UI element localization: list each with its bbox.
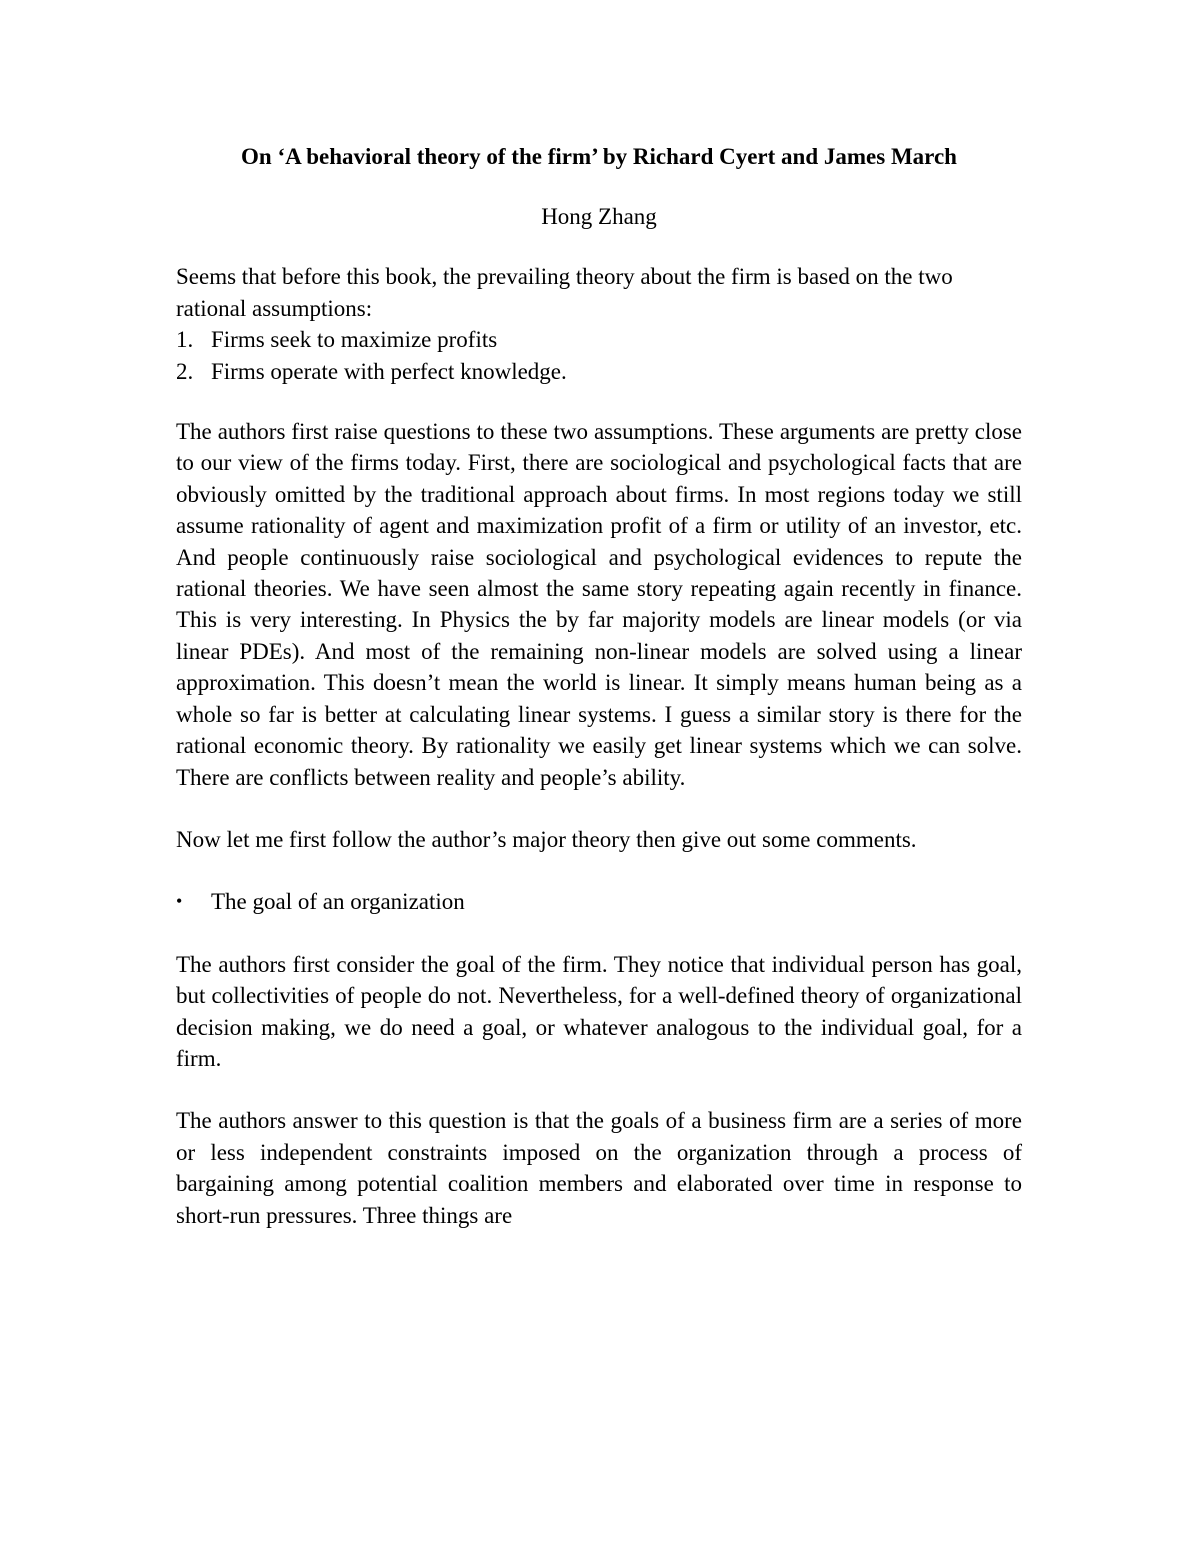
list-item xyxy=(176,356,1022,387)
list-item-text: Firms seek to maximize profits xyxy=(211,327,498,353)
goal-paragraph: The authors first consider the goal of the firm. They notice that individual person has goal, but collectivities of people do not. Nevertheless, for a well-defined theory of organizational decision making, we do need a goal, or whatever analogous to the individual goal, for a firm. xyxy=(176,951,1022,1071)
follow-paragraph: Now let me first follow the author’s major theory then give out some comments. xyxy=(176,826,917,852)
answer-paragraph: The authors answer to this question is that the goals of a business firm are a series of more or less independent constraints imposed on the organization through a process of bargaining among potential coalition members and elaborated over time in response to short-run pressures. Three things are xyxy=(176,1108,1022,1228)
intro-paragraph: Seems that before this book, the prevailing theory about the firm is based on the two rational assumptions: xyxy=(176,264,953,321)
assumptions-list xyxy=(176,324,1022,387)
list-item-number: 2. xyxy=(176,358,194,384)
bullet-icon: • xyxy=(176,891,183,912)
section-heading-item xyxy=(176,886,1022,917)
list-item-number: 1. xyxy=(176,327,194,353)
questions-paragraph: The authors first raise questions to these two assumptions. These arguments are pretty close to our view of the firms today. First, there are sociological and psychological facts that are obviously omitted by the traditional approach about firms. In most regions today we still assume rationality of agent and maximization profit of a firm or utility of an investor, etc. And people continuously raise sociological and psychological evidences to repute the rational theories. We have seen almost the same story repeating again recently in finance. This is very interesting. In Physics the by far majority models are linear models (or via linear PDEs). And most of the remaining non-linear models are solved using a linear approximation. This doesn’t mean the world is linear. It simply means human being as a whole so far is better at calculating linear systems. I guess a similar story is there for the rational economic theory. By rationality we easily get linear systems which we can solve. There are conflicts between reality and people’s ability. xyxy=(176,419,1022,790)
document-author: Hong Zhang xyxy=(541,204,657,229)
section-heading: The goal of an organization xyxy=(211,889,465,915)
document-title: On ‘A behavioral theory of the firm’ by Richard Cyert and James March xyxy=(241,144,957,169)
list-item xyxy=(176,324,1022,355)
document-body xyxy=(176,140,1022,1231)
list-item-text: Firms operate with perfect knowledge. xyxy=(211,358,567,384)
